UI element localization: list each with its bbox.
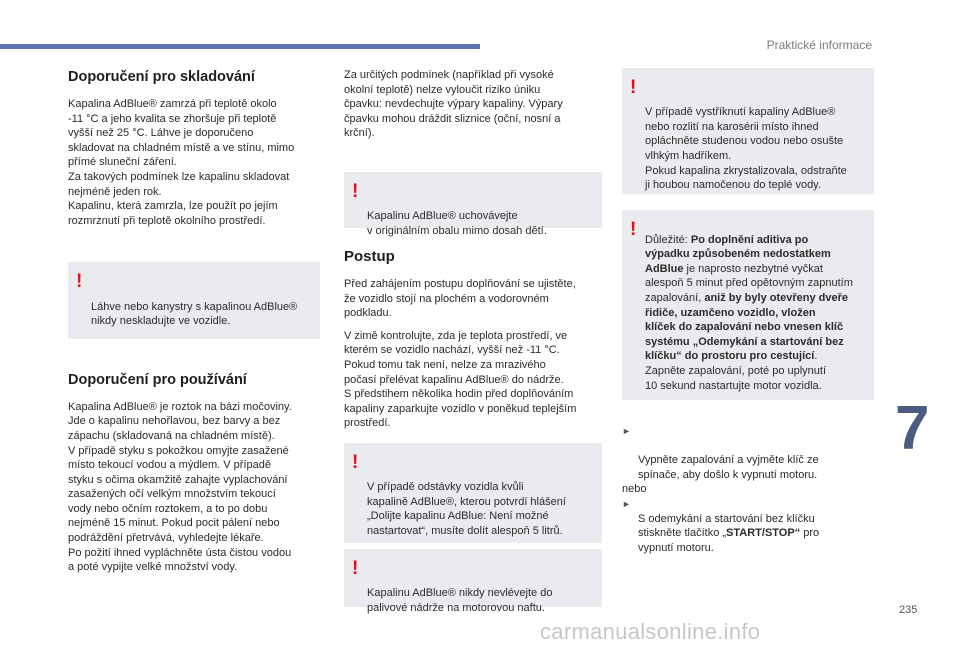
watermark: carmanualsonline.info <box>540 619 761 644</box>
procedure-text-2: V zimě kontrolujte, zda je teplota prostředí, ve kterém se vozidlo nachází, vyšší než -11 °C. Pokud tomu tak není, nelze za mrazivého počasí přelévat kapalinu AdBlue® do nádrže. S předstihem několika hodin před doplňováním kapaliny zaparkujte vozidlo v poněkud teplejším prostředí. <box>344 329 577 430</box>
list-item <box>622 497 874 555</box>
column-right <box>622 68 874 555</box>
warning-icon: ! <box>352 451 359 473</box>
important-text-2: . Zapněte zapalování, poté po uplynutí 10 sekund nastartujte motor vozidla. <box>645 350 827 392</box>
warning-icon: ! <box>352 180 359 202</box>
or-text: nebo <box>622 483 647 496</box>
spill-warning-text: V případě vystříknutí kapaliny AdBlue® nebo rozlití na karosérii místo ihned opláchněte studenou vodou nebo osušte vlhkým hadříkem. Pokud kapalina zkrystalizovala, odstraňte ji houbou namočenou do teplé vody. <box>645 106 847 192</box>
column-left <box>68 68 320 575</box>
storage-warning-text: Láhve nebo kanystry s kapalinou AdBlue® nikdy neskladujte ve vozidle. <box>91 300 298 328</box>
page-number: 235 <box>899 604 918 616</box>
refill-warning-text: V případě odstávky vozidla kvůli kapalině AdBlue®, kterou potvrdí hlášení „Dolijte kapalinu AdBlue: Není možné nastartovat“, musíte dolít alespoň 5 litrů. <box>367 481 566 537</box>
storage-children-warning-box <box>344 172 602 237</box>
storage-warning-box <box>68 262 320 338</box>
start-stop-label: START/STOP“ <box>726 527 801 540</box>
usage-text: Kapalina AdBlue® je roztok na bázi močoviny. Jde o kapalinu nehořlavou, bez barvy a bez zápachu (skladovaná na chladném místě). V případě styku s pokožkou omyjte zasažené místo tekoucí vodou a mýdlem. V případě styku s očima okamžitě zahajte vyplachování zasažených očí velkým množstvím tekoucí vody nebo očním roztokem, a to po dobu nejméně 15 minut. Pokud pocit pálení nebo podráždění přetrvává, vyhledejte lékaře. Po požití ihned vypláchněte ústa čistou vodou a poté vypijte velké množství vody. <box>68 400 292 574</box>
section-title: Praktické informace <box>766 38 872 52</box>
list-item <box>622 424 874 482</box>
diesel-warning-text: Kapalinu AdBlue® nikdy nevlévejte do palivové nádrže na motorovou naftu. <box>367 587 553 614</box>
warning-icon: ! <box>630 219 637 240</box>
important-label: Důležité: <box>645 233 691 246</box>
important-bold-2: aniž by byly otevřeny dveře řidiče, uzamčeno vozidlo, vložen klíček do zapalování nebo vnesen klíč systému „Odemykání a startování bez klíčku“ do prostoru pro cestující <box>645 291 848 363</box>
list-item-text: S odemykání a startování bez klíčku stiskněte tlačítko „ <box>638 512 815 540</box>
storage-text: Kapalina AdBlue® zamrzá při teplotě okolo -11 °C a jeho kvalita se zhoršuje při teplotě vyšší než 25 °C. Láhve je doporučeno skladovat na chladném místě a ve stínu, mimo přímé sluneční záření. Za takových podmínek lze kapalinu skladovat nejméně jeden rok. Kapalinu, která zamrzla, lze použít po jejím rozmrznutí při teplotě okolního prostředí. <box>68 98 295 227</box>
warning-icon: ! <box>76 271 83 293</box>
refill-warning-box <box>344 443 602 543</box>
storage-heading: Doporučení pro skladování <box>68 69 255 85</box>
spill-warning-box <box>622 68 874 194</box>
chapter-number: 7 <box>895 394 930 463</box>
warning-icon: ! <box>630 77 637 98</box>
list-item-text: Vypněte zapalování a vyjměte klíč ze spínače, aby došlo k vypnutí motoru. <box>638 454 819 481</box>
list-item-text-end: pro vypnutí motoru. <box>638 527 820 554</box>
diesel-warning-box <box>344 549 602 614</box>
important-text-1: je naprosto nezbytné vyčkat alespoň 5 minut před opětovným zapnutím zapalování, <box>645 262 853 304</box>
warning-icon: ! <box>352 557 359 579</box>
usage-heading: Doporučení pro používání <box>68 371 247 388</box>
procedure-text-1: Před zahájením postupu doplňování se ujistěte, že vozidlo stojí na plochém a vodorovném podkladu. <box>344 277 576 320</box>
children-warning-text: Kapalinu AdBlue® uchovávejte v originálním obalu mimo dosah dětí. <box>367 210 547 237</box>
procedure-heading: Postup <box>344 247 395 265</box>
arrow-icon: ► <box>622 498 631 509</box>
ammonia-text: Za určitých podmínek (například při vysoké okolní teplotě) nelze vyloučit riziko úniku čpavku: nevdechujte výpary kapaliny. Výpary čpavku mohou dráždit sliznice (oční, nosní a krční). <box>344 69 563 140</box>
header-accent-bar <box>0 44 480 49</box>
column-middle <box>344 68 602 614</box>
arrow-icon: ► <box>622 426 631 436</box>
important-bold-1: Po doplnění aditiva po výpadku způsobeném nedostatkem AdBlue <box>645 233 831 275</box>
important-warning-box <box>622 210 874 400</box>
